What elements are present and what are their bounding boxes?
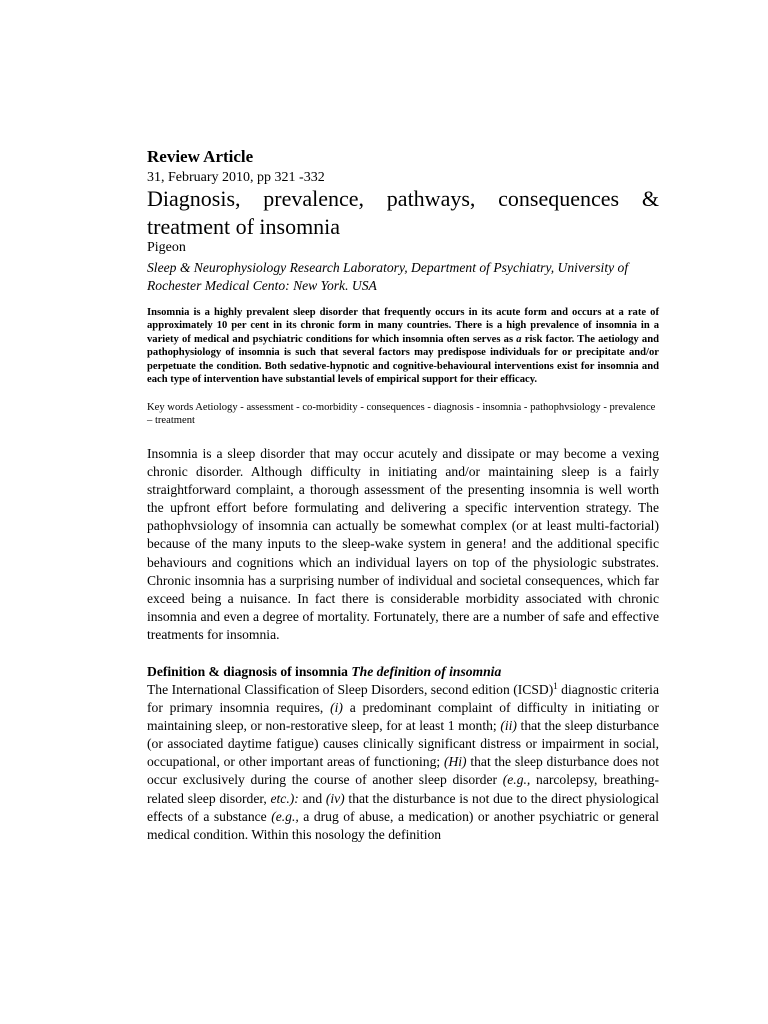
citation-line: 31, February 2010, pp 321 -332 — [147, 170, 325, 185]
para-text: that the disturbance is not due to the direct physiological effects of a substance — [147, 790, 659, 824]
section-subtitle: The definition of insomnia — [351, 664, 502, 679]
keywords: Key words Aetiology - assessment - co-morbidity - consequences - diagnosis - insomnia - pathophvsiology - prevalence – treatment — [147, 402, 656, 427]
author-affiliation: Sleep & Neurophysiology Research Laboratory, Department of Psychiatry, University of Rochester Medical Cento: New York. USA — [147, 260, 629, 293]
para-text: diagnostic criteria for primary insomnia requires, — [147, 682, 659, 716]
para-text: narcolepsy, breathing-related sleep disorder, — [147, 772, 659, 806]
footnote-ref: 1 — [553, 681, 558, 691]
para-italic: etc.): — [270, 790, 299, 806]
intro-paragraph: Insomnia is a sleep disorder that may occur acutely and dissipate or may become a vexing chronic disorder. Although difficulty in initiating and/or maintaining sleep is a fairly straightforward complaint, a thorough assessment of the presenting insomnia is well worth the upfront effort before formulating and delivering a specific intervention strategy. The pathophvsiology of insomnia can actually be somewhat complex (or at least multi-factorial) because of the many inputs to the sleep-wake system in genera! and the additional specific behaviours and cognitions which an individual layers on top of the physiologic substrates. Chronic insomnia has a surprising number of individual and societal consequences, which far exceed being a nuisance. In fact there is considerable morbidity associated with chronic insomnia and even a degree of mortality. Fortunately, there are a number of safe and effective treatments for insomnia. — [147, 446, 659, 642]
section-heading — [147, 663, 501, 681]
abstract-italic-a: a — [516, 333, 522, 345]
para-text: and — [298, 790, 326, 806]
article-type-heading: Review Article — [147, 147, 254, 166]
para-text: a drug of abuse, a medication) or another psychiatric or general medical condition. Within this nosology the definition — [147, 808, 659, 842]
para-italic: (e.g., — [271, 808, 299, 824]
para-text: that the sleep disturbance (or associated daytime fatigue) causes clinically significant distress or impairment in social, occupational, or other important areas of functioning; — [147, 718, 659, 770]
author-name: Pigeon — [147, 240, 186, 255]
article-title: Diagnosis, prevalence, pathways, consequences & treatment of insomnia — [147, 186, 659, 239]
para-text: The International Classification of Sleep Disorders, second edition (ICSD) — [147, 682, 554, 697]
abstract — [147, 306, 659, 386]
para-text: a predominant complaint of difficulty in initiating or maintaining sleep, or non-restorative sleep, for at least 1 month; — [147, 700, 660, 734]
abstract-text-2: risk factor. The aetiology and pathophysiology of insomnia is such that several factors may predispose individuals for or precipitate and/or perpetuate the condition. Both sedative-hypnotic and cognitive-behavioural interventions exist for insomnia and each type of intervention have substantial levels of empirical support for their efficacy. — [147, 333, 659, 386]
para-text: that the sleep disturbance does not occur exclusively during the course of another sleep disorder — [147, 754, 659, 788]
section-title: Definition & diagnosis of insomnia — [147, 664, 348, 679]
para-italic: (iv) — [325, 790, 345, 806]
para-italic: (Hi) — [443, 754, 467, 770]
para-italic: (ii) — [500, 718, 517, 734]
para-italic: (e.g., — [502, 772, 531, 788]
abstract-text-1: Insomnia is a highly prevalent sleep disorder that frequently occurs in its acute form and occurs at a rate of approximately 10 per cent in its chronic form in many countries. There is a high prevalence of insomnia in a variety of medical and psychiatric conditions for which insomnia often serves as — [147, 307, 659, 345]
definition-paragraph — [147, 681, 659, 844]
para-italic: (i) — [330, 700, 343, 716]
